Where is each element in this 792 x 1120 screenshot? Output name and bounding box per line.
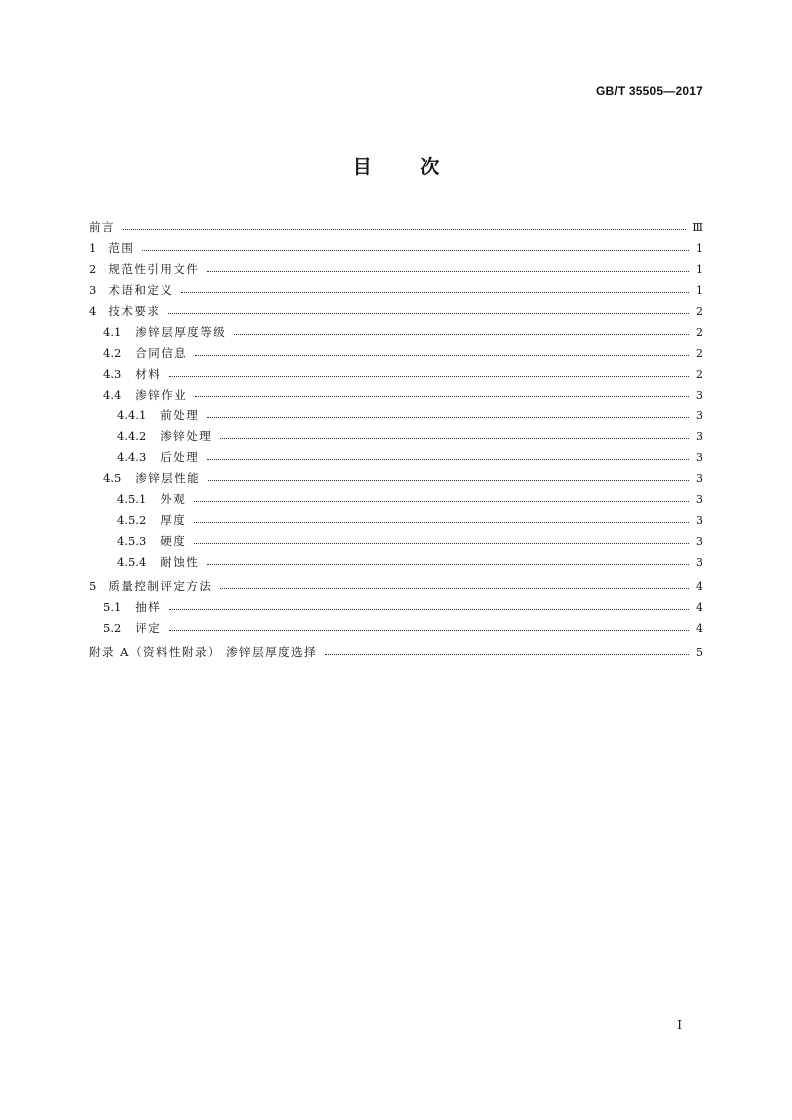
toc-leader-dots [169,376,689,377]
toc-leader-dots [194,522,689,523]
toc-entry-page: 1 [696,241,703,255]
toc-entry[interactable] [89,489,703,510]
toc-entry-label: 技术要求 [108,303,161,318]
toc-leader-dots [123,229,686,230]
toc-leader-dots [208,480,689,481]
toc-entry-number: 3 [89,282,97,297]
toc-entry-label: 合同信息 [135,345,188,360]
toc-leader-dots [220,588,689,589]
toc-entry-number: 4.4 [103,387,122,402]
toc-entry[interactable] [89,259,703,280]
toc-entry[interactable] [89,385,703,406]
toc-entry-page: 3 [696,514,703,528]
toc-entry[interactable] [89,576,703,597]
toc-entry[interactable] [89,343,703,364]
toc-entry-page: 4 [696,621,703,635]
toc-entry[interactable] [89,510,703,531]
toc-entry-number: 4.4.2 [117,429,147,444]
toc-entry-page: 2 [696,325,703,339]
toc-entry-page: 3 [696,430,703,444]
toc-entry-label: 渗锌作业 [135,387,188,402]
toc-leader-dots [194,543,689,544]
toc-entry[interactable] [89,447,703,468]
toc-entry-label: 外观 [160,492,187,507]
toc-entry-page: 3 [696,493,703,507]
page-title: 目 次 [352,156,440,178]
toc-entry-page: 4 [696,579,703,593]
toc-entry-number: 4.5.1 [117,492,147,507]
toc-entry-page: 2 [696,346,703,360]
toc-entry-label: 术语和定义 [108,282,174,297]
toc-entry-label: 渗锌处理 [160,429,213,444]
toc-leader-dots [325,654,689,655]
toc-entry[interactable] [89,322,703,343]
toc-entry-label: 质量控制评定方法 [108,578,213,593]
toc-entry-page: 3 [696,388,703,402]
toc-entry[interactable] [89,405,703,426]
toc-entry-number: 4.1 [103,324,122,339]
toc-entry-page: 1 [696,283,703,297]
toc-entry-label: 前处理 [160,408,200,423]
toc-entry[interactable] [89,468,703,489]
toc-entry-label: 耐蚀性 [160,555,200,569]
toc-entry-number: 4.5.3 [117,534,147,549]
toc-entry-number: 2 [89,261,97,276]
page-folio: Ⅰ [677,1018,682,1032]
toc-entry-number: 4.4.3 [117,450,147,465]
toc-entry[interactable] [89,364,703,385]
toc-leader-dots [207,564,689,565]
toc-entry-label: 后处理 [160,450,200,465]
toc-entry-label: 硬度 [160,534,187,549]
toc-entry-label: 范围 [108,240,135,255]
toc-entry[interactable] [89,301,703,322]
toc-entry[interactable] [89,618,703,639]
toc-entry-label: 材料 [135,366,162,381]
toc-entry-number: 4.5.2 [117,513,147,528]
toc-entry-page: 3 [696,535,703,549]
toc-leader-dots [207,459,689,460]
toc-entry[interactable] [89,238,703,259]
toc-entry[interactable] [89,531,703,552]
toc-leader-dots [169,630,689,631]
toc-entry-page: 3 [696,472,703,486]
toc-entry-page: 2 [696,304,703,318]
toc-leader-dots [207,417,689,418]
toc-leader-dots [207,271,689,272]
toc-entry-page: 5 [696,645,703,659]
toc-entry-label: 抽样 [135,599,162,614]
toc-entry[interactable] [89,642,703,663]
toc-leader-dots [169,609,689,610]
toc-entry-label: 附录 A（资料性附录） 渗锌层厚度选择 [89,644,318,659]
toc-entry-label: 渗锌层厚度等级 [135,324,227,339]
toc-entry[interactable] [89,280,703,301]
toc-entry-page: 3 [696,409,703,423]
toc-entry-label: 规范性引用文件 [108,261,200,276]
toc-entry-number: 5.1 [103,599,122,614]
toc-entry[interactable] [89,552,703,573]
toc-entry-page: 4 [696,600,703,614]
toc-entry-number: 5 [89,578,97,593]
toc-entry-page: 3 [696,556,703,569]
toc-entry-page: Ⅲ [692,221,703,234]
toc-entry-label: 渗锌层性能 [135,471,201,486]
standard-code: GB/T 35505—2017 [595,84,703,98]
toc-entry-number: 4 [89,303,97,318]
toc-entry-label: 前言 [89,220,115,234]
toc-entry[interactable] [89,426,703,447]
toc-entry[interactable] [89,597,703,618]
toc-entry-number: 4.5 [103,471,122,486]
toc-leader-dots [142,250,689,251]
toc-entry-number: 4.5.4 [117,555,147,569]
toc-leader-dots [195,355,689,356]
toc-leader-dots [168,313,689,314]
toc-entry[interactable] [89,217,703,238]
toc-leader-dots [234,334,689,335]
toc-entry-page: 3 [696,451,703,465]
toc-entry-number: 4.4.1 [117,408,147,423]
toc-leader-dots [194,501,689,502]
toc-leader-dots [195,396,689,397]
table-of-contents [89,217,703,663]
toc-entry-number: 5.2 [103,620,122,635]
toc-entry-label: 厚度 [160,513,187,528]
toc-leader-dots [220,438,689,439]
toc-entry-number: 4.3 [103,366,122,381]
toc-entry-page: 1 [696,262,703,276]
toc-entry-number: 1 [89,240,97,255]
toc-leader-dots [181,292,689,293]
toc-entry-page: 2 [696,367,703,381]
toc-entry-label: 评定 [135,620,162,635]
toc-entry-number: 4.2 [103,345,122,360]
